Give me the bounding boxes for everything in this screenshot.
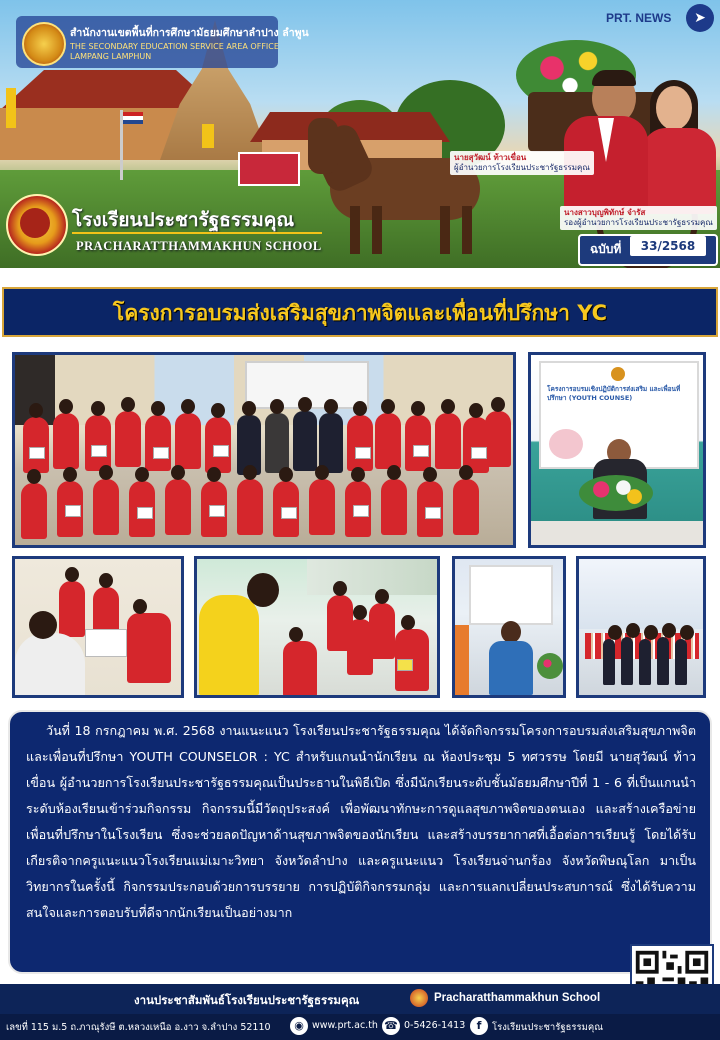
issue-label: ฉบับที่ (590, 242, 622, 256)
student-figure (485, 411, 511, 467)
phone-icon: ☎ (382, 1017, 400, 1035)
footer-address: เลขที่ 115 ม.5 ถ.ภาณุรังษี ต.หลวงเหนือ อ.งาว จ.ลำปาง 52110 (6, 1022, 271, 1033)
thai-flag-icon (123, 112, 143, 124)
teacher-figure (319, 413, 343, 473)
speaker-blue-shirt (489, 641, 533, 695)
footer-facebook[interactable]: โรงเรียนประชารัฐธรรมคุณ (492, 1022, 604, 1033)
office-name-en-line1: THE SECONDARY EDUCATION SERVICE AREA OFFICE (70, 42, 279, 51)
office-name-en (70, 42, 279, 62)
podium-table (531, 521, 703, 545)
certificate (281, 507, 297, 519)
student-figure (127, 613, 171, 683)
footer-school-en: Pracharatthammakhun School (434, 992, 601, 1004)
teacher-figure (657, 637, 669, 685)
projector-screen (469, 565, 553, 625)
footer-website[interactable]: www.prt.ac.th (312, 1020, 378, 1031)
school-seal-center (20, 208, 50, 238)
school-name-underline (72, 232, 322, 234)
photo-opening-speech (528, 352, 706, 548)
paper-sheet (85, 629, 127, 657)
student-figure (347, 415, 373, 471)
teacher-figure (603, 639, 615, 685)
certificate (91, 445, 107, 457)
student-figure (59, 581, 85, 637)
yellow-flag-icon (202, 124, 214, 148)
horse-leg (372, 206, 382, 254)
certificate (471, 447, 487, 459)
school-name-en: PRACHARATTHAMMAKHUN SCHOOL (76, 239, 322, 253)
student-figure (405, 415, 431, 471)
school-name-th: โรงเรียนประชารัฐธรรมคุณ (72, 209, 295, 231)
student-figure (381, 479, 407, 535)
photo-hall (576, 556, 706, 698)
horse-head (308, 118, 338, 174)
office-seal-icon (22, 22, 66, 66)
director-hair (592, 70, 636, 86)
certificate (137, 507, 153, 519)
student-figure (435, 413, 461, 469)
certificate (397, 659, 413, 671)
hall-ceiling (579, 559, 703, 629)
footer-phone[interactable]: 0-5426-1413 (404, 1020, 466, 1031)
office-name-en-line2: LAMPANG LAMPHUN (70, 52, 152, 61)
slide-cartoon (549, 429, 583, 459)
footer-bar (0, 984, 720, 1014)
student-figure (145, 415, 171, 471)
flower-pot (537, 653, 563, 679)
certificate (65, 505, 81, 517)
director-caption (450, 151, 594, 175)
header-banner (0, 0, 720, 268)
deputy-portrait (656, 86, 692, 130)
back-wall (307, 559, 437, 595)
issue-number: 33/2568 (630, 236, 706, 256)
orange-banner (455, 625, 469, 695)
speaker-head (501, 621, 521, 643)
director-name: นายสุวัฒน์ ท้าวเขื่อน (454, 153, 527, 162)
student-figure (115, 411, 141, 467)
student-figure (21, 483, 47, 539)
slide-title: โครงการอบรมเชิงปฏิบัติการส่งเสริม และเพื่อนที่ปรึกษา (YOUTH COUNSE) (547, 385, 681, 402)
office-name-th: สำนักงานเขตพื้นที่การศึกษามัธยมศึกษาลำปาง ลำพูน (70, 27, 309, 39)
photo-lecturer (194, 556, 440, 698)
student-figure (53, 413, 79, 469)
red-sign (238, 152, 300, 186)
horse-leg (462, 206, 472, 254)
school-seal-icon (410, 989, 428, 1007)
footer-department: งานประชาสัมพันธ์โรงเรียนประชารัฐธรรมคุณ (134, 993, 360, 1007)
student-figure (375, 413, 401, 469)
student-figure (453, 479, 479, 535)
play-arrow-icon: ➤ (686, 4, 714, 32)
deputy-role: รองผู้อำนวยการโรงเรียนประชารัฐธรรมคุณ (564, 218, 713, 227)
certificate (425, 507, 441, 519)
prt-news-label: PRT. NEWS (606, 11, 672, 25)
teacher-figure (675, 639, 687, 685)
slide-logo-icon (611, 367, 625, 381)
teacher-figure (621, 637, 633, 685)
student-figure (283, 641, 317, 697)
facebook-icon: f (470, 1017, 488, 1035)
photo-group (12, 352, 516, 548)
photo-group-activity (12, 556, 184, 698)
student-figure (369, 603, 395, 659)
horse-leg (350, 206, 360, 254)
student-figure (309, 479, 335, 535)
certificate (413, 445, 429, 457)
horse-leg (440, 206, 450, 254)
yellow-flag-icon (6, 88, 16, 128)
certificate (29, 447, 45, 459)
deputy-name: นางสาวบุญพิทักษ์ จำรัส (564, 208, 646, 217)
certificate (153, 447, 169, 459)
headline: โครงการอบรมส่งเสริมสุขภาพจิตและเพื่อนที่ปรึกษา YC (112, 301, 608, 325)
student-figure (237, 479, 263, 535)
student-white-shirt (15, 633, 85, 697)
flower-stand (579, 475, 653, 511)
article-text: วันที่ 18 กรกฎาคม พ.ศ. 2568 งานแนะแนว โรงเรียนประชารัฐธรรมคุณ ได้จัดกิจกรรมโครงการอบรมส่งเสริมสุขภาพจิตและเพื่อนที่ปรึกษา YOUTH COUNSELOR : YC สำหรับแกนนำนักเรียน ณ ห้องประชุม 5 ทศวรรษ โดยมี นายสุวัฒน์ ท้าวเขื่อน ผู้อำนวยการโรงเรียนประชารัฐธรรมคุณเป็นประธานในพิธีเปิด ซึ่งมีนักเรียนระดับชั้นมัธยมศึกษาปีที่ 1 - 6 ที่เป็นแกนนำระดับห้องเรียนเข้าร่วมกิจกรรม กิจกรรมนี้มีวัตถุประสงค์ เพื่อพัฒนาทักษะการดูแลสุขภาพจิตของตนเอง และสร้างเครือข่ายเพื่อนที่ปรึกษาในโรงเรียน ซึ่งจะช่วยลดปัญหาด้านสุขภาพจิตของนักเรียน และสร้างบรรยากาศที่เอื้อต่อการเรียนรู้ โดยได้รับเกียรติจากครูแนะแนวโรงเรียนแม่เมาะวิทยา จังหวัดลำปาง และครูแนะแนว โรงเรียนจ่านกร้อง จังหวัดพิษณุโลก มาเป็นวิทยากรในครั้งนี้ กิจกรรมประกอบด้วยการบรรยาย การปฏิบัติกิจกรรมกลุ่ม และการแลกเปลี่ยนประสบการณ์ ซึ่งได้รับความสนใจและการตอบรับที่ดีจากนักเรียนเป็นอย่างมาก (26, 723, 696, 920)
certificate (353, 505, 369, 517)
student-figure (85, 415, 111, 471)
student-figure (23, 417, 49, 473)
teacher-figure (265, 413, 289, 473)
certificate (355, 447, 371, 459)
teacher-figure (293, 411, 317, 471)
certificate (209, 505, 225, 517)
student-head (29, 611, 57, 639)
director-role: ผู้อำนวยการโรงเรียนประชารัฐธรรมคุณ (454, 163, 590, 172)
globe-icon: ◉ (290, 1017, 308, 1035)
certificate (213, 445, 229, 457)
student-figure (93, 479, 119, 535)
student-figure (165, 479, 191, 535)
lecturer-yellow-shirt (199, 595, 259, 695)
lecturer-head (247, 573, 279, 607)
teacher-figure (639, 639, 651, 685)
photo-speaker-mic (452, 556, 566, 698)
deputy-caption (560, 206, 717, 230)
student-figure (175, 413, 201, 469)
deputy-jacket (642, 128, 716, 214)
